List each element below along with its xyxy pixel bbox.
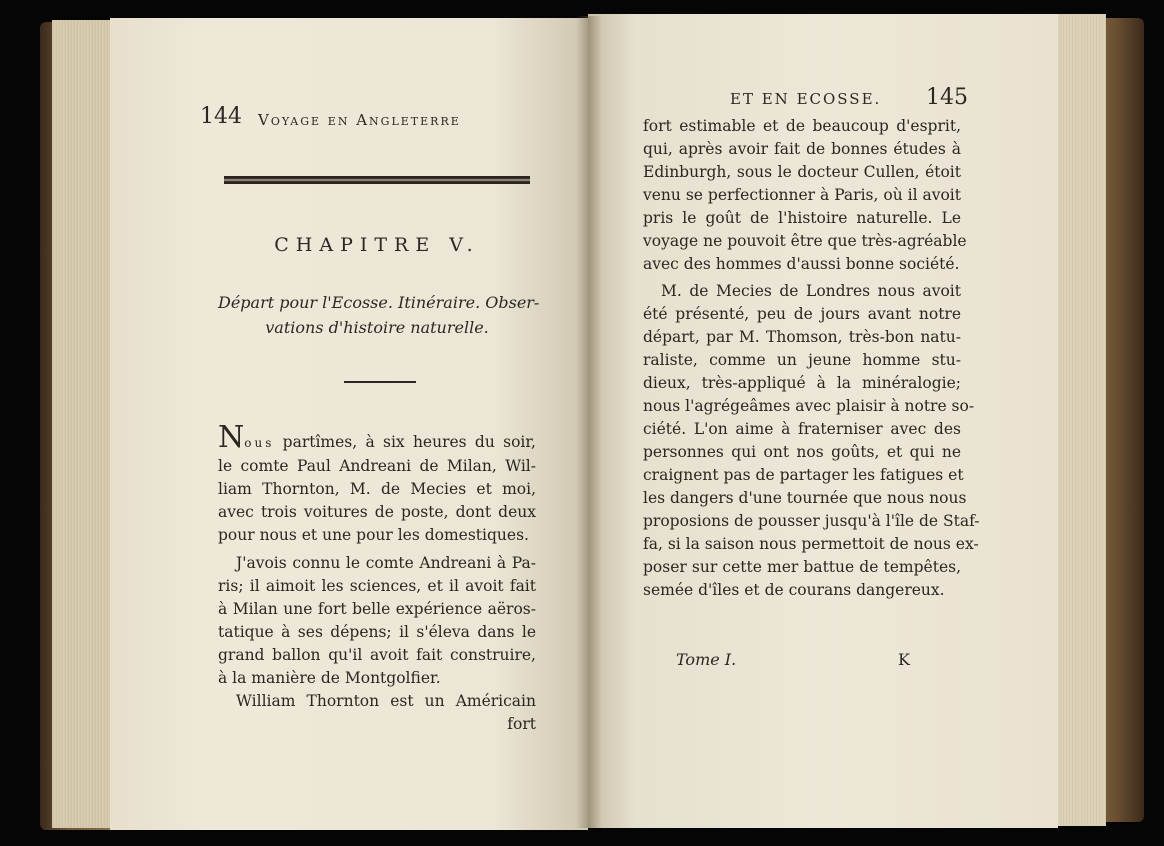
text-line: fort estimable et de beaucoup d'esprit, [643,117,961,135]
text-line: proposions de pousser jusqu'à l'île de Staf- [643,512,980,530]
summary-line: Départ pour l'Ecosse. Itinéraire. Obser- [218,293,540,312]
text-line: J'avois connu le comte Andreani à Pa- [236,554,536,572]
volume-marker: Tome I. [676,650,737,669]
text-line: ris; il aimoit les sciences, et il avoit fait [218,577,536,595]
text-line: venu se perfectionner à Paris, où il avoit [643,186,961,204]
text-line: été présenté, peu de jours avant notre [643,305,961,323]
text-line: à la manière de Montgolfier. [218,669,441,687]
text-line: raliste, comme un jeune homme stu- [643,351,961,369]
chapter-ornament-rule [224,176,530,184]
right-running-title: ET EN ECOSSE. [730,90,882,108]
text-line: avec des hommes d'aussi bonne société. [643,255,960,273]
left-running-title: Voyage en Angleterre [258,111,461,129]
text-line: grand ballon qu'il avoit fait construire, [218,646,536,664]
section-divider [344,381,416,383]
text-line: dieux, très-appliqué à la minéralogie; [643,374,961,392]
text-line: avec trois voitures de poste, dont deux [218,503,536,521]
text-line: liam Thornton, M. de Mecies et moi, [218,480,536,498]
left-page-number: 144 [200,104,242,129]
first-line [218,420,536,455]
text-line: William Thornton est un Américain [236,692,536,710]
catchword: fort [507,715,536,733]
drop-capital: N [218,420,245,455]
text-line: le comte Paul Andreani de Milan, Wil- [218,457,536,475]
text-line: craignent pas de partager les fatigues et [643,466,964,484]
small-caps-word: ous [244,436,275,450]
text-line: nous l'agrégeâmes avec plaisir à notre so- [643,397,975,415]
text-line: personnes qui ont nos goûts, et qui ne [643,443,961,461]
left-body-text [218,420,536,736]
right-page-edges [1056,14,1106,826]
summary-line: vations d'histoire naturelle. [265,318,489,337]
text-line: Edinburgh, sous le docteur Cullen, étoit [643,163,961,181]
right-body-text [643,115,980,602]
text-line: qui, après avoir fait de bonnes études à [643,140,961,158]
text-line: à Milan une fort belle expérience aëros- [218,600,536,618]
text-line: M. de Mecies de Londres nous avoit [661,282,961,300]
text-line: semée d'îles et de courans dangereux. [643,581,945,599]
chapter-heading: CHAPITRE V. [274,234,480,256]
text-line: pour nous et une pour les domestiques. [218,526,529,544]
book-gutter [576,16,602,828]
text-line: pris le goût de l'histoire naturelle. Le [643,209,961,227]
text-line: ciété. L'on aime à fraterniser avec des [643,420,961,438]
chapter-summary [218,290,540,340]
right-page-number: 145 [926,85,968,110]
text-line: les dangers d'une tournée que nous nous [643,489,967,507]
text-line: départ, par M. Thomson, très-bon natu- [643,328,961,346]
text-line: poser sur cette mer battue de tempêtes, [643,558,961,576]
signature-mark: K [898,650,910,669]
text-line: voyage ne pouvoit être que très-agréable [643,232,967,250]
first-line-text: partîmes, à six heures du soir, [274,433,536,451]
text-line: fa, si la saison nous permettoit de nous ex- [643,535,979,553]
text-line: tatique à ses dépens; il s'éleva dans le [218,623,536,641]
